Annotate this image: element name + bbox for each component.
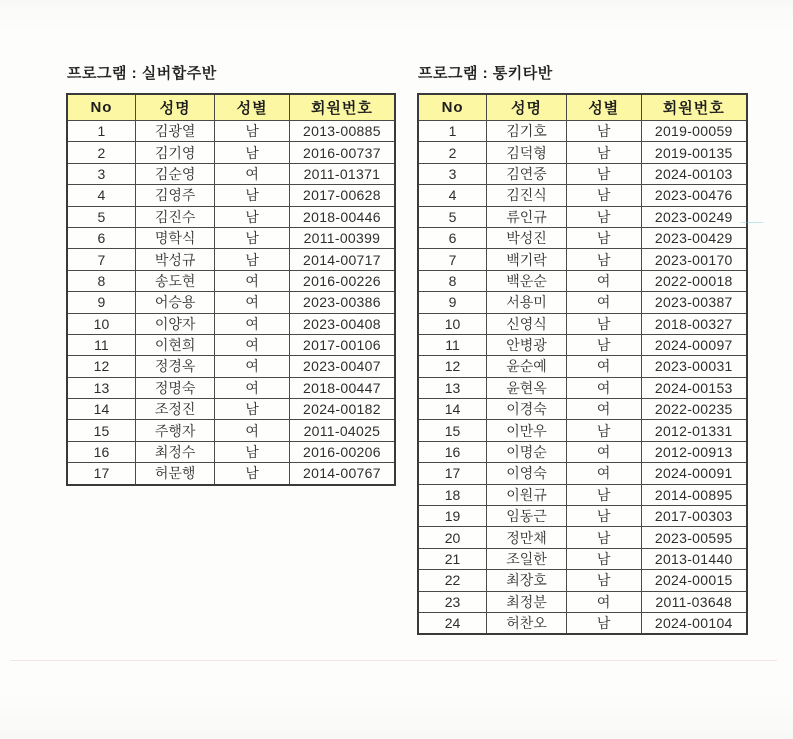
cell-no: 4 [67, 185, 135, 206]
cell-member-number: 2018-00447 [289, 377, 395, 398]
table-body [418, 121, 747, 635]
cell-gender: 여 [566, 292, 641, 313]
table-row [67, 185, 395, 206]
table-row [67, 463, 395, 485]
cell-member-number: 2014-00767 [289, 463, 395, 485]
column-header-gender: 성별 [566, 94, 641, 121]
cell-name: 이원규 [487, 484, 567, 505]
cell-member-number: 2014-00895 [641, 484, 747, 505]
cell-member-number: 2024-00103 [641, 163, 747, 184]
cell-name: 김기영 [135, 142, 214, 163]
cell-gender: 남 [215, 249, 289, 270]
cell-member-number: 2012-00913 [641, 441, 747, 462]
cell-member-number: 2019-00135 [641, 142, 747, 163]
cell-name: 명학식 [135, 227, 214, 248]
cell-name: 정경옥 [135, 356, 214, 377]
cell-member-number: 2011-03648 [641, 591, 747, 612]
cell-gender: 남 [566, 612, 641, 634]
table-row [418, 313, 747, 334]
cell-member-number: 2023-00386 [289, 292, 395, 313]
table-row [418, 570, 747, 591]
cell-no: 10 [418, 313, 487, 334]
cell-no: 23 [418, 591, 487, 612]
cell-name: 김진식 [487, 185, 567, 206]
cell-gender: 남 [215, 206, 289, 227]
cell-gender: 여 [215, 270, 289, 291]
cell-name: 김기호 [487, 121, 567, 142]
cell-no: 3 [418, 163, 487, 184]
cell-gender: 여 [215, 313, 289, 334]
cell-no: 22 [418, 570, 487, 591]
table-row [418, 484, 747, 505]
table-header [418, 94, 747, 121]
cell-gender: 여 [215, 377, 289, 398]
cell-name: 박성진 [487, 227, 567, 248]
cell-name: 최정분 [487, 591, 567, 612]
cell-name: 정명숙 [135, 377, 214, 398]
table-body [67, 121, 395, 485]
cell-no: 7 [418, 249, 487, 270]
cell-gender: 여 [566, 463, 641, 484]
cell-no: 16 [418, 441, 487, 462]
cell-name: 류인규 [487, 206, 567, 227]
cell-no: 14 [418, 399, 487, 420]
cell-name: 최장호 [487, 570, 567, 591]
cell-no: 20 [418, 527, 487, 548]
column-header-no: No [418, 94, 487, 121]
cell-gender: 남 [566, 570, 641, 591]
cell-no: 16 [67, 441, 135, 462]
program-title: 프로그램 : 실버합주반 [67, 65, 217, 82]
cell-member-number: 2022-00235 [641, 399, 747, 420]
cell-name: 김순영 [135, 163, 214, 184]
cell-no: 24 [418, 612, 487, 634]
cell-name: 윤현옥 [487, 377, 567, 398]
cell-no: 21 [418, 548, 487, 569]
table-row [418, 463, 747, 484]
table-row [67, 249, 395, 270]
table-row [67, 206, 395, 227]
cell-name: 김진수 [135, 206, 214, 227]
table-row [67, 313, 395, 334]
cell-gender: 남 [215, 463, 289, 485]
cell-gender: 여 [566, 377, 641, 398]
table-row [418, 270, 747, 291]
table-row [418, 163, 747, 184]
cell-name: 주행자 [135, 420, 214, 441]
cell-member-number: 2011-00399 [289, 227, 395, 248]
cell-no: 9 [67, 292, 135, 313]
cell-name: 이현희 [135, 334, 214, 355]
cell-gender: 여 [566, 441, 641, 462]
cell-gender: 남 [566, 206, 641, 227]
cell-member-number: 2016-00206 [289, 441, 395, 462]
cell-gender: 여 [215, 163, 289, 184]
cell-no: 9 [418, 292, 487, 313]
table-row [418, 506, 747, 527]
cell-member-number: 2024-00182 [289, 399, 395, 420]
table-row [418, 420, 747, 441]
table-row [418, 185, 747, 206]
cell-no: 2 [418, 142, 487, 163]
cell-no: 13 [418, 377, 487, 398]
table-row [418, 142, 747, 163]
cell-member-number: 2016-00226 [289, 270, 395, 291]
table-row [67, 163, 395, 184]
table-row [418, 548, 747, 569]
column-header-gender: 성별 [215, 94, 289, 121]
table-row [67, 121, 395, 142]
cell-name: 백기락 [487, 249, 567, 270]
cell-member-number: 2023-00476 [641, 185, 747, 206]
table-row [67, 377, 395, 398]
cell-gender: 남 [566, 313, 641, 334]
cell-gender: 여 [215, 356, 289, 377]
table-row [67, 142, 395, 163]
cell-name: 어승용 [135, 292, 214, 313]
cell-no: 1 [67, 121, 135, 142]
cell-member-number: 2017-00628 [289, 185, 395, 206]
cell-gender: 여 [566, 399, 641, 420]
cell-gender: 여 [215, 420, 289, 441]
cell-no: 13 [67, 377, 135, 398]
cell-member-number: 2023-00170 [641, 249, 747, 270]
cell-no: 7 [67, 249, 135, 270]
scan-artifact-line [10, 660, 777, 661]
table-row [418, 334, 747, 355]
header-row [67, 94, 395, 121]
cell-name: 이만우 [487, 420, 567, 441]
cell-gender: 여 [215, 292, 289, 313]
table-row [418, 121, 747, 142]
cell-name: 이영숙 [487, 463, 567, 484]
table-row [418, 441, 747, 462]
table-header [67, 94, 395, 121]
table-row [67, 399, 395, 420]
cell-gender: 남 [566, 420, 641, 441]
table-row [67, 441, 395, 462]
cell-gender: 남 [566, 334, 641, 355]
cell-member-number: 2024-00015 [641, 570, 747, 591]
cell-gender: 남 [566, 185, 641, 206]
cell-member-number: 2024-00104 [641, 612, 747, 634]
cell-member-number: 2023-00429 [641, 227, 747, 248]
cell-no: 18 [418, 484, 487, 505]
cell-name: 서용미 [487, 292, 567, 313]
cell-name: 조일한 [487, 548, 567, 569]
table-row [67, 292, 395, 313]
cell-no: 6 [418, 227, 487, 248]
member-table [417, 93, 748, 635]
cell-name: 조정진 [135, 399, 214, 420]
cell-no: 2 [67, 142, 135, 163]
cell-gender: 남 [215, 441, 289, 462]
table-row [67, 227, 395, 248]
cell-no: 8 [418, 270, 487, 291]
cell-no: 10 [67, 313, 135, 334]
cell-name: 허찬오 [487, 612, 567, 634]
cell-member-number: 2018-00446 [289, 206, 395, 227]
cell-no: 14 [67, 399, 135, 420]
cell-gender: 여 [566, 591, 641, 612]
cell-gender: 남 [566, 548, 641, 569]
cell-gender: 여 [566, 270, 641, 291]
cell-name: 정만채 [487, 527, 567, 548]
cell-gender: 여 [215, 334, 289, 355]
cell-member-number: 2024-00097 [641, 334, 747, 355]
column-header-name: 성명 [487, 94, 567, 121]
cell-name: 신영식 [487, 313, 567, 334]
cell-no: 11 [67, 334, 135, 355]
cell-gender: 남 [215, 227, 289, 248]
table-row [67, 334, 395, 355]
cell-no: 17 [67, 463, 135, 485]
table-row [418, 527, 747, 548]
column-header-no: No [67, 94, 135, 121]
table-row [67, 356, 395, 377]
cell-name: 안병광 [487, 334, 567, 355]
cell-name: 김덕형 [487, 142, 567, 163]
cell-member-number: 2024-00091 [641, 463, 747, 484]
cell-gender: 남 [566, 121, 641, 142]
cell-no: 19 [418, 506, 487, 527]
member-table [66, 93, 396, 486]
program-section-acoustic-guitar [417, 62, 748, 635]
table-row [418, 612, 747, 634]
table-row [418, 249, 747, 270]
cell-gender: 남 [215, 185, 289, 206]
cell-member-number: 2024-00153 [641, 377, 747, 398]
table-row [418, 399, 747, 420]
cell-member-number: 2023-00407 [289, 356, 395, 377]
cell-member-number: 2023-00387 [641, 292, 747, 313]
cell-no: 15 [67, 420, 135, 441]
cell-member-number: 2011-04025 [289, 420, 395, 441]
cell-member-number: 2013-01440 [641, 548, 747, 569]
cell-no: 12 [418, 356, 487, 377]
cell-name: 박성규 [135, 249, 214, 270]
table-row [418, 227, 747, 248]
cell-member-number: 2023-00249 [641, 206, 747, 227]
table-row [418, 377, 747, 398]
cell-name: 윤순예 [487, 356, 567, 377]
cell-member-number: 2019-00059 [641, 121, 747, 142]
cell-gender: 여 [566, 356, 641, 377]
cell-name: 이명순 [487, 441, 567, 462]
column-header-member-number: 회원번호 [641, 94, 747, 121]
cell-name: 송도현 [135, 270, 214, 291]
cell-name: 허문행 [135, 463, 214, 485]
cell-no: 5 [67, 206, 135, 227]
table-row [418, 356, 747, 377]
cell-name: 김광열 [135, 121, 214, 142]
cell-name: 백운순 [487, 270, 567, 291]
cell-no: 6 [67, 227, 135, 248]
table-row [67, 420, 395, 441]
column-header-member-number: 회원번호 [289, 94, 395, 121]
cell-member-number: 2023-00031 [641, 356, 747, 377]
cell-gender: 남 [566, 484, 641, 505]
cell-no: 11 [418, 334, 487, 355]
column-header-name: 성명 [135, 94, 214, 121]
cell-member-number: 2023-00595 [641, 527, 747, 548]
cell-gender: 남 [566, 506, 641, 527]
cell-member-number: 2011-01371 [289, 163, 395, 184]
cell-no: 5 [418, 206, 487, 227]
cell-member-number: 2017-00106 [289, 334, 395, 355]
cell-member-number: 2013-00885 [289, 121, 395, 142]
cell-no: 8 [67, 270, 135, 291]
cell-no: 3 [67, 163, 135, 184]
cell-member-number: 2022-00018 [641, 270, 747, 291]
cell-member-number: 2014-00717 [289, 249, 395, 270]
cell-member-number: 2023-00408 [289, 313, 395, 334]
cell-gender: 남 [215, 121, 289, 142]
cell-member-number: 2016-00737 [289, 142, 395, 163]
cell-name: 이경숙 [487, 399, 567, 420]
table-row [418, 292, 747, 313]
cell-member-number: 2018-00327 [641, 313, 747, 334]
cell-member-number: 2017-00303 [641, 506, 747, 527]
header-row [418, 94, 747, 121]
cell-member-number: 2012-01331 [641, 420, 747, 441]
cell-gender: 남 [215, 142, 289, 163]
cell-name: 김연중 [487, 163, 567, 184]
cell-gender: 남 [215, 399, 289, 420]
cell-name: 최정수 [135, 441, 214, 462]
cell-no: 12 [67, 356, 135, 377]
cell-gender: 남 [566, 249, 641, 270]
cell-gender: 남 [566, 163, 641, 184]
cell-no: 4 [418, 185, 487, 206]
cell-no: 1 [418, 121, 487, 142]
program-section-silver-ensemble [66, 62, 396, 486]
program-title: 프로그램 : 통키타반 [418, 65, 553, 82]
cell-gender: 남 [566, 527, 641, 548]
cell-name: 임동근 [487, 506, 567, 527]
cell-gender: 남 [566, 142, 641, 163]
table-row [67, 270, 395, 291]
table-row [418, 591, 747, 612]
cell-name: 이양자 [135, 313, 214, 334]
cell-name: 김영주 [135, 185, 214, 206]
cell-no: 17 [418, 463, 487, 484]
cell-gender: 남 [566, 227, 641, 248]
cell-no: 15 [418, 420, 487, 441]
table-row [418, 206, 747, 227]
